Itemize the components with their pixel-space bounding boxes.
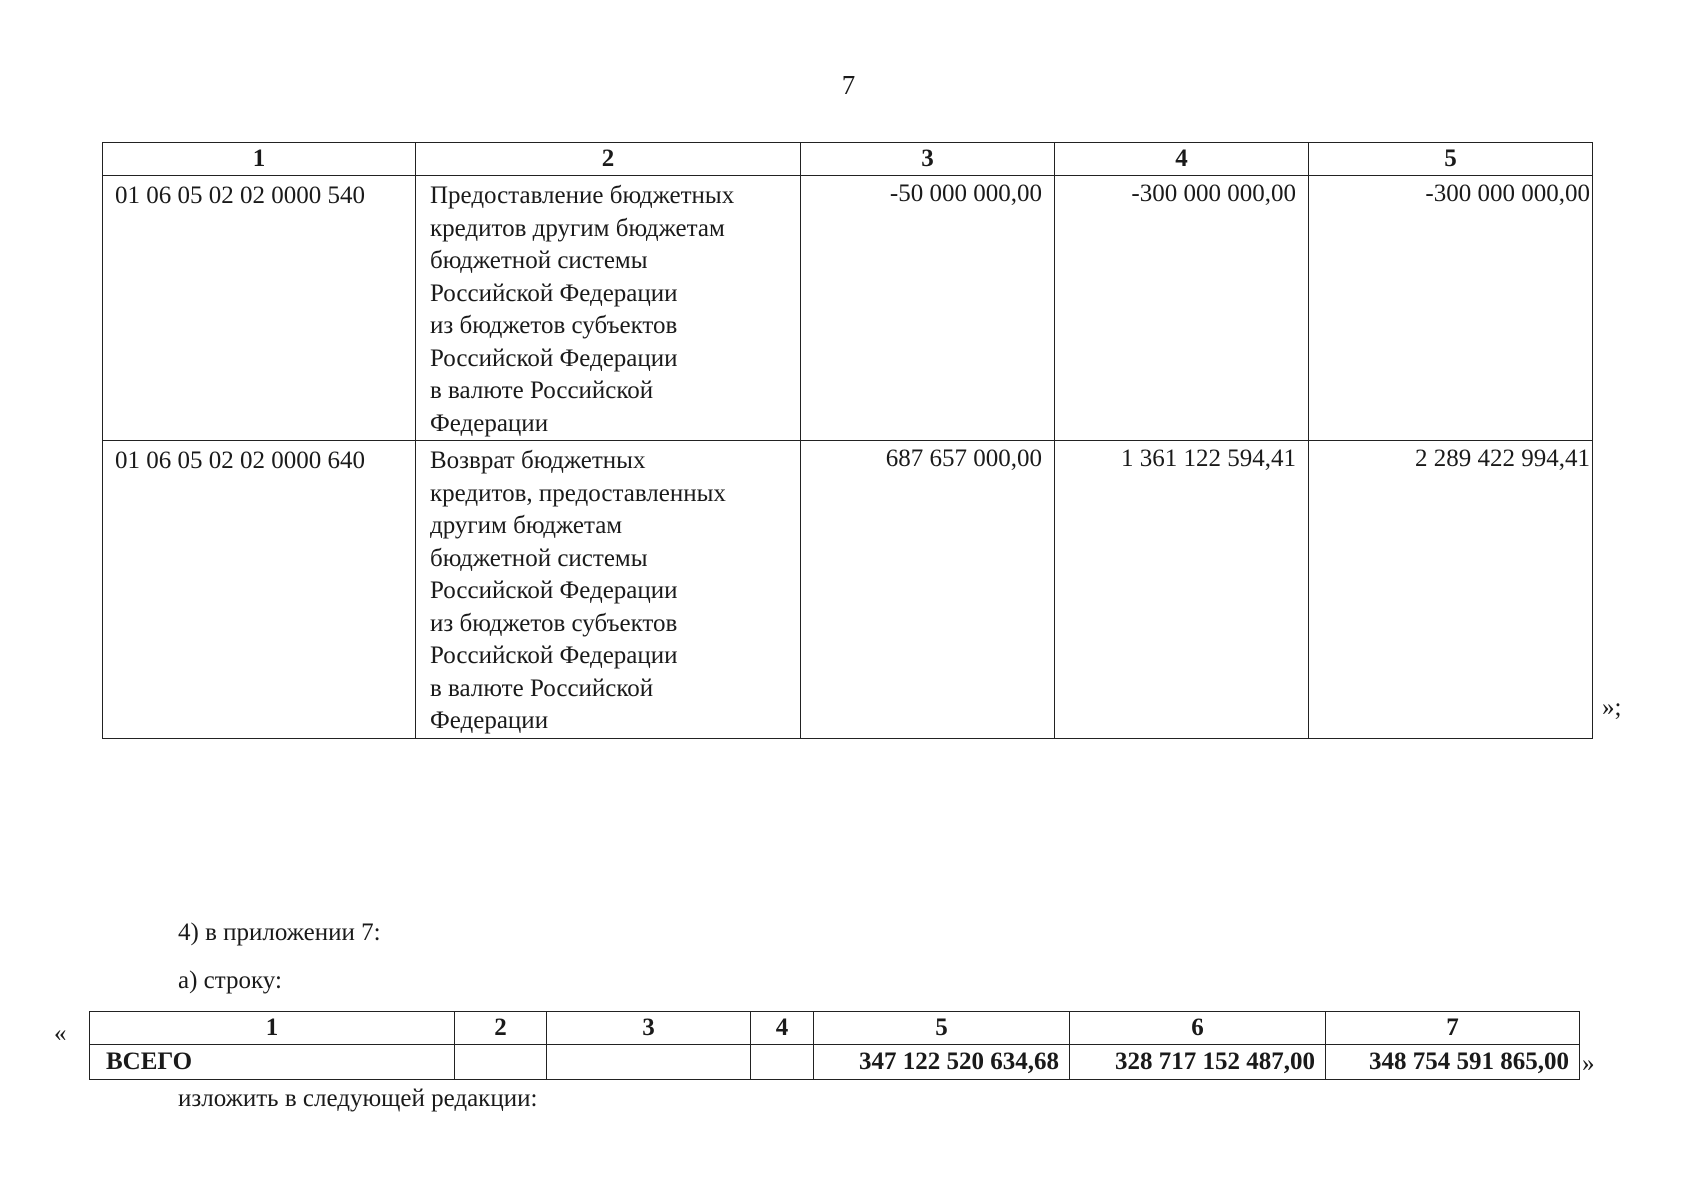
total-amount-cell: 347 122 520 634,68 <box>814 1045 1070 1080</box>
description-line: бюджетной системы <box>430 544 648 572</box>
description-cell <box>416 176 801 441</box>
opening-quote-mark: « <box>54 1020 67 1047</box>
table-header-row <box>103 143 1593 176</box>
description-line: Российской Федерации <box>430 577 678 604</box>
page-number: 7 <box>841 70 856 100</box>
closing-quote-mark: »; <box>1602 694 1622 721</box>
table-header-row <box>90 1012 1580 1045</box>
column-header: 2 <box>455 1012 547 1045</box>
total-amount-cell: 328 717 152 487,00 <box>1070 1045 1326 1080</box>
description-line: кредитов, предоставленных <box>430 479 726 507</box>
column-header: 4 <box>1055 143 1309 176</box>
amount-cell: -300 000 000,00 <box>1055 176 1309 441</box>
budget-code-cell: 01 06 05 02 02 0000 640 <box>103 441 416 739</box>
amount-cell: 2 289 422 994,41 <box>1309 441 1593 739</box>
paragraph-item-4: 4) в приложении 7: <box>178 919 381 946</box>
column-header: 3 <box>547 1012 751 1045</box>
description-line: Федерации <box>430 707 549 734</box>
description-line: в валюте Российской <box>430 377 654 404</box>
amount-cell: 1 361 122 594,41 <box>1055 441 1309 739</box>
description-line: другим бюджетам <box>430 512 623 539</box>
amount-cell: 687 657 000,00 <box>801 441 1055 739</box>
empty-cell <box>751 1045 814 1080</box>
column-header: 5 <box>1309 143 1593 176</box>
description-line: Российской Федерации <box>430 642 678 669</box>
amount-cell: -300 000 000,00 <box>1309 176 1593 441</box>
total-amount-cell: 348 754 591 865,00 <box>1326 1045 1580 1080</box>
description-line: кредитов другим бюджетам <box>430 214 725 242</box>
column-header: 4 <box>751 1012 814 1045</box>
description-line: Возврат бюджетных <box>430 447 646 474</box>
table-row <box>90 1045 1580 1080</box>
amount-cell: -50 000 000,00 <box>801 176 1055 441</box>
table-row <box>103 441 1593 739</box>
closing-quote-mark: » <box>1582 1050 1595 1077</box>
description-line: Российской Федерации <box>430 344 678 372</box>
column-header: 1 <box>103 143 416 176</box>
description-cell <box>416 441 801 739</box>
description-line: Федерации <box>430 409 549 437</box>
description-line: в валюте Российской <box>430 674 654 702</box>
empty-cell <box>455 1045 547 1080</box>
description-line: бюджетной системы <box>430 247 648 274</box>
table-row <box>103 176 1593 441</box>
empty-cell <box>547 1045 751 1080</box>
paragraph-after: изложить в следующей редакции: <box>178 1085 538 1112</box>
description-line: Российской Федерации <box>430 279 678 307</box>
description-line: из бюджетов субъектов <box>430 609 678 637</box>
budget-code-cell: 01 06 05 02 02 0000 540 <box>103 176 416 441</box>
column-header: 1 <box>90 1012 455 1045</box>
column-header: 5 <box>814 1012 1070 1045</box>
sources-financing-table <box>102 142 1593 739</box>
description-line: Предоставление бюджетных <box>430 182 735 209</box>
total-label-cell: ВСЕГО <box>90 1045 455 1080</box>
total-row-table <box>89 1011 1580 1080</box>
column-header: 6 <box>1070 1012 1326 1045</box>
paragraph-item-a: а) строку: <box>178 967 282 994</box>
column-header: 7 <box>1326 1012 1580 1045</box>
description-line: из бюджетов субъектов <box>430 312 678 339</box>
column-header: 3 <box>801 143 1055 176</box>
column-header: 2 <box>416 143 801 176</box>
